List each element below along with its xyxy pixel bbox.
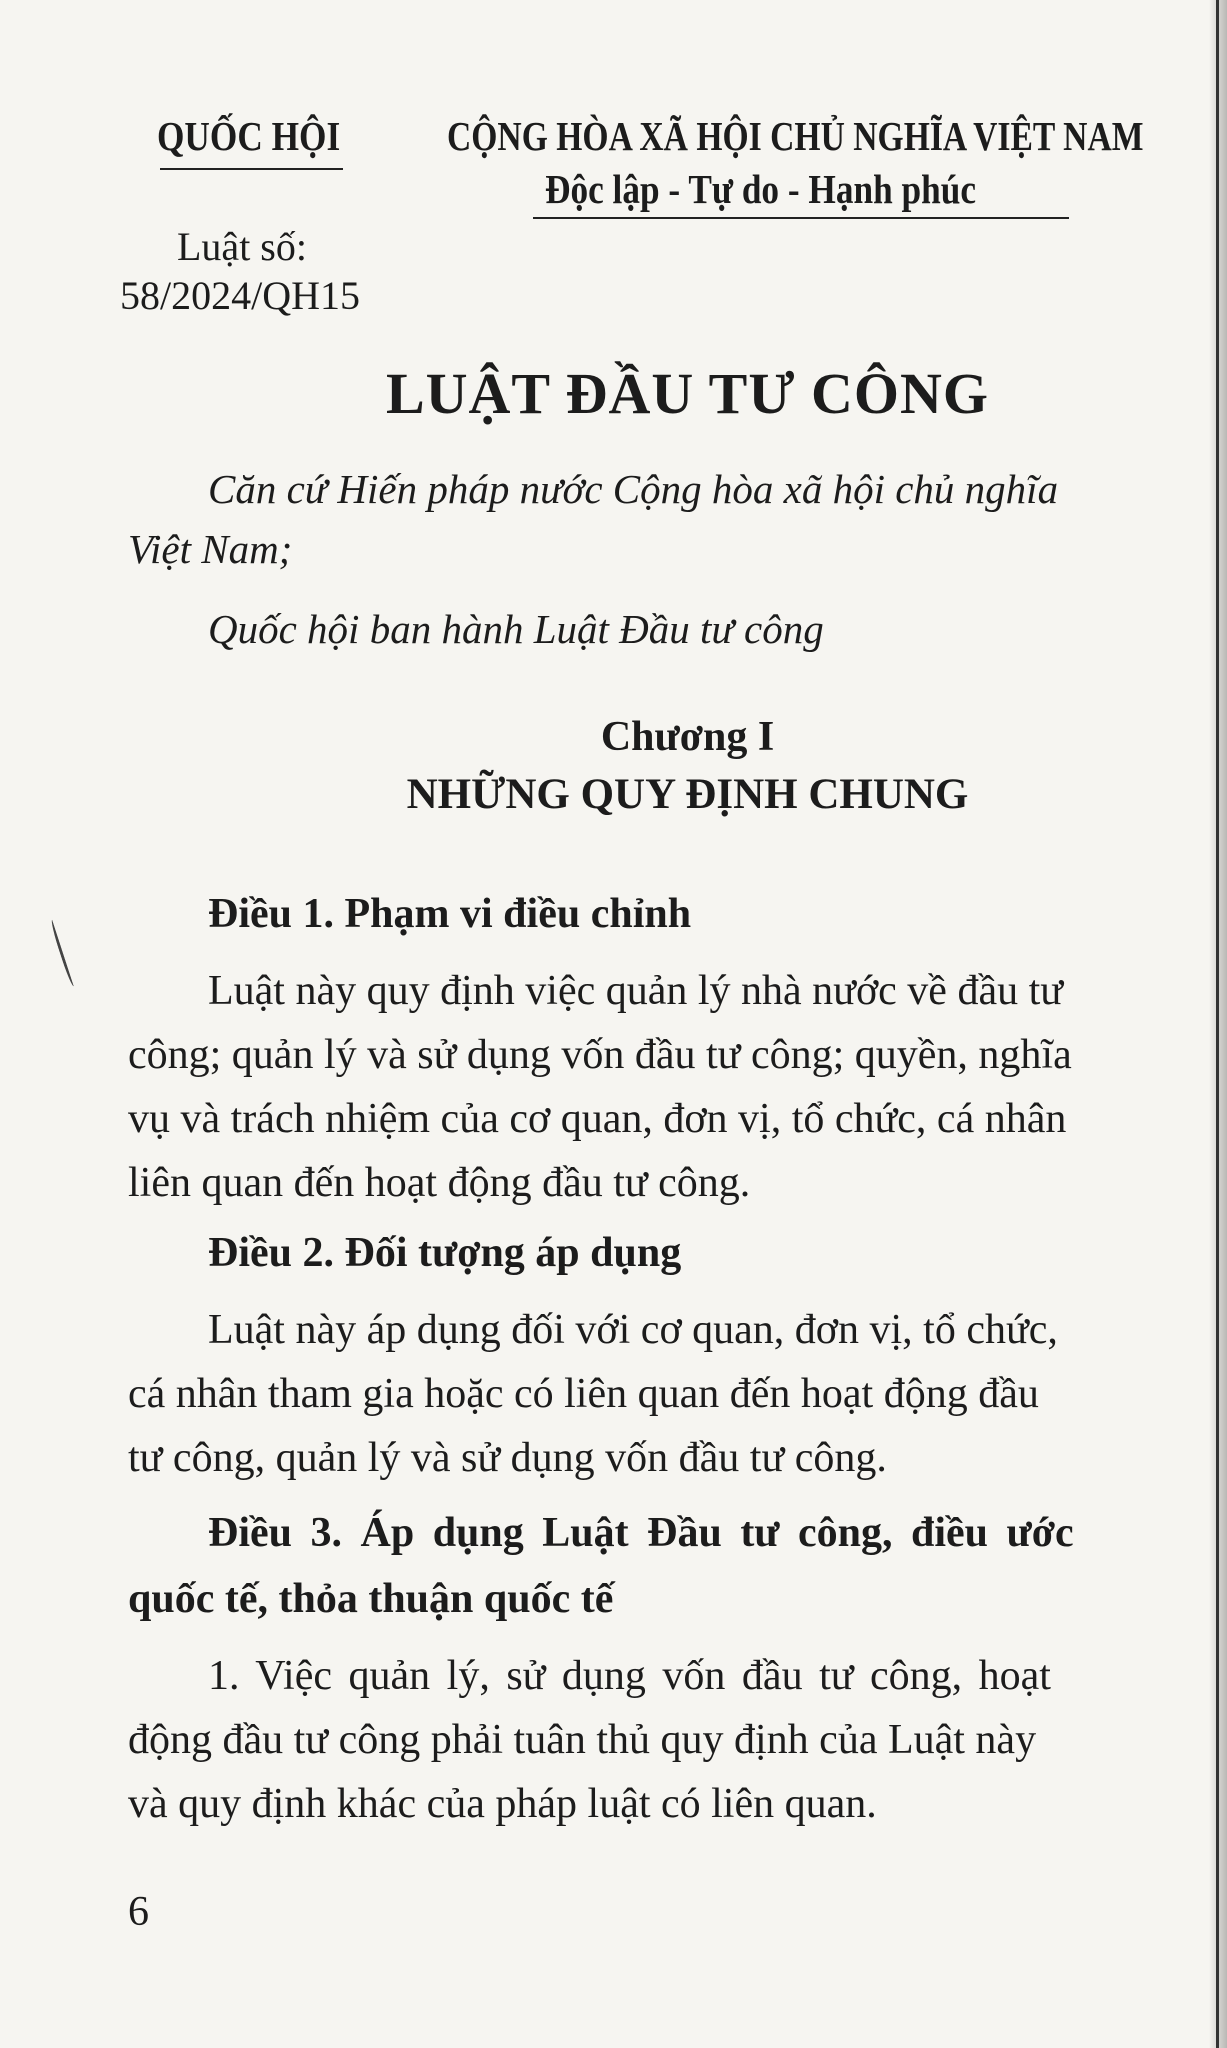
article-title: Điều 1. Phạm vi điều chỉnh bbox=[208, 891, 692, 937]
article-title: Điều 2. Đối tượng áp dụng bbox=[208, 1230, 682, 1276]
republic-name: CỘNG HÒA XÃ HỘI CHỦ NGHĨA VIỆT NAM bbox=[447, 113, 1144, 159]
article-line: Luật này quy định việc quản lý nhà nước về đầu tư bbox=[208, 968, 1064, 1014]
article-line: động đầu tư công phải tuân thủ quy định của Luật này bbox=[128, 1717, 1037, 1763]
article-line: vụ và trách nhiệm của cơ quan, đơn vị, tổ chức, cá nhân bbox=[128, 1096, 1067, 1142]
binding-edge bbox=[1216, 0, 1219, 2048]
law-title: LUẬT ĐẦU TƯ CÔNG bbox=[385, 361, 990, 426]
article-line: Luật này áp dụng đối với cơ quan, đơn vị, tổ chức, bbox=[208, 1307, 1058, 1353]
organization-name: QUỐC HỘI bbox=[157, 113, 341, 159]
page-number: 6 bbox=[128, 1889, 149, 1935]
motto-underline bbox=[533, 217, 1069, 219]
article-line: công; quản lý và sử dụng vốn đầu tư công; quyền, nghĩa bbox=[128, 1032, 1072, 1078]
preamble-line: Việt Nam; bbox=[128, 526, 293, 572]
law-number: 58/2024/QH15 bbox=[120, 273, 360, 318]
law-number-label: Luật số: bbox=[177, 224, 307, 269]
article-line: tư công, quản lý và sử dụng vốn đầu tư công. bbox=[128, 1435, 887, 1481]
chapter-number: Chương I bbox=[600, 714, 775, 760]
chapter-title: NHỮNG QUY ĐỊNH CHUNG bbox=[406, 771, 969, 818]
preamble-line: Căn cứ Hiến pháp nước Cộng hòa xã hội chủ nghĩa bbox=[208, 466, 1059, 512]
article-title: quốc tế, thỏa thuận quốc tế bbox=[128, 1576, 614, 1622]
preamble-line: Quốc hội ban hành Luật Đầu tư công bbox=[208, 606, 824, 652]
article-title: Điều 3. Áp dụng Luật Đầu tư công, điều ước bbox=[208, 1510, 1074, 1556]
national-motto: Độc lập - Tự do - Hạnh phúc bbox=[545, 166, 977, 212]
article-line: liên quan đến hoạt động đầu tư công. bbox=[128, 1160, 751, 1206]
margin-mark bbox=[49, 919, 76, 987]
organization-underline bbox=[160, 168, 343, 170]
article-line: và quy định khác của pháp luật có liên quan. bbox=[128, 1781, 877, 1827]
article-line: cá nhân tham gia hoặc có liên quan đến hoạt động đầu bbox=[128, 1371, 1039, 1417]
article-line: 1. Việc quản lý, sử dụng vốn đầu tư công, hoạt bbox=[208, 1653, 1051, 1699]
